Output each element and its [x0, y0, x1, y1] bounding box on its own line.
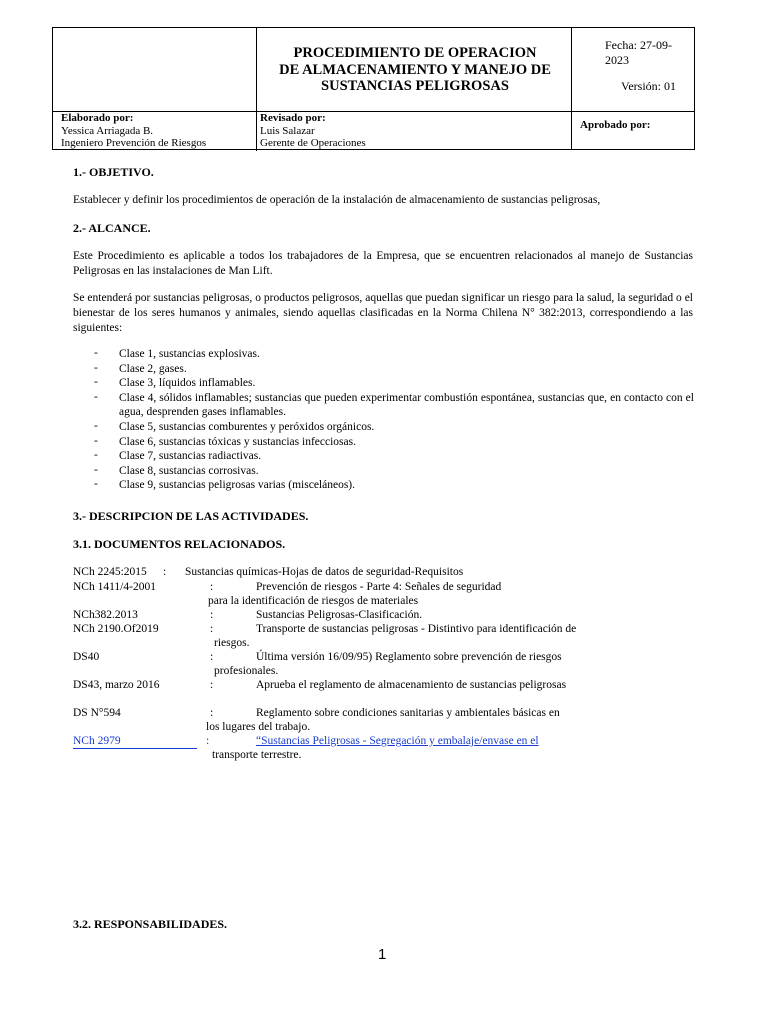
section-descripcion-title: 3.- DESCRIPCION DE LAS ACTIVIDADES.: [73, 509, 309, 523]
doc-colon: :: [206, 735, 210, 747]
doc-desc: Aprueba el reglamento de almacenamiento de sustancias peligrosas: [256, 679, 567, 691]
bullet-dash: -: [94, 434, 98, 447]
doc-desc-cont: los lugares del trabajo.: [206, 721, 311, 733]
section-documentos-title: 3.1. DOCUMENTOS RELACIONADOS.: [73, 537, 286, 551]
elaborado-label: Elaborado por:: [61, 112, 134, 124]
doc-desc: Sustancias químicas-Hojas de datos de seguridad-Requisitos: [185, 566, 464, 578]
doc-code: NCh 2190.Of2019: [73, 623, 159, 635]
bullet-dash: -: [94, 449, 98, 462]
doc-colon: :: [210, 581, 214, 593]
section-alcance-title: 2.- ALCANCE.: [73, 221, 151, 235]
bullet-dash: -: [94, 361, 98, 374]
bullet-dash: -: [94, 478, 98, 491]
bullet-dash: -: [94, 390, 98, 403]
revisado-label: Revisado por:: [260, 112, 326, 124]
doc-colon: :: [210, 651, 214, 663]
doc-desc: Última versión 16/09/95) Reglamento sobre prevención de riesgos: [256, 651, 562, 663]
alcance-paragraph-2: Se entenderá por sustancias peligrosas, o productos peligrosos, aquellas que puedan significar un riesgo para la salud, la seguridad o el bienestar de los seres humanos y animales, siendo aquellas clasificadas en la Norma Chilena N° 382:2013, correspondiendo a las siguientes:: [73, 292, 693, 334]
doc-code: DS43, marzo 2016: [73, 679, 160, 691]
document-header-table: [52, 27, 695, 150]
doc-colon: :: [210, 707, 214, 719]
nch-2979-link[interactable]: NCh 2979: [73, 734, 197, 749]
doc-desc-cont: transporte terrestre.: [212, 749, 302, 761]
bullet-dash: -: [94, 347, 98, 359]
list-item: - Clase 9, sustancias peligrosas varias (misceláneos).: [94, 478, 356, 492]
aprobado-label: Aprobado por:: [580, 119, 651, 131]
doc-colon: :: [210, 609, 214, 621]
list-item: - Clase 8, sustancias corrosivas.: [94, 463, 259, 477]
elaborado-name: Yessica Arriagada B.: [61, 124, 154, 137]
list-item: - Clase 1, sustancias explosivas.: [94, 347, 260, 360]
list-item: - Clase 2, gases.: [94, 361, 187, 375]
page-number: 1: [378, 946, 387, 963]
aprobado-cell: [580, 119, 650, 132]
doc-code: NCh 2245:2015: [73, 566, 147, 578]
doc-code: NCh382.2013: [73, 609, 138, 621]
document-date: Fecha: 27-09-2023: [605, 38, 672, 67]
doc-desc-cont: riesgos.: [214, 637, 250, 649]
nch-2979-title-link[interactable]: “Sustancias Peligrosas - Segregación y embalaje/envase en el: [256, 735, 539, 747]
document-version: Versión: 01: [621, 79, 676, 93]
revisado-cell: [260, 112, 366, 150]
section-responsabilidades-title: 3.2. RESPONSABILIDADES.: [73, 917, 228, 931]
doc-desc-cont: profesionales.: [214, 665, 279, 677]
objetivo-text: Establecer y definir los procedimientos de operación de la instalación de almacenamiento de sustancias peligrosas,: [73, 194, 601, 206]
doc-code: DS40: [73, 651, 100, 663]
bullet-dash: -: [94, 419, 98, 432]
doc-desc: Transporte de sustancias peligrosas - Distintivo para identificación de: [256, 623, 577, 635]
doc-colon: :: [163, 566, 167, 578]
elaborado-role: Ingeniero Prevención de Riesgos: [61, 137, 207, 149]
revisado-role: Gerente de Operaciones: [260, 137, 366, 149]
doc-desc: Sustancias Peligrosas-Clasificación.: [256, 609, 423, 621]
section-objetivo-title: 1.- OBJETIVO.: [73, 165, 154, 179]
list-item: - Clase 7, sustancias radiactivas.: [94, 449, 262, 463]
bullet-dash: -: [94, 463, 98, 476]
bullet-dash: -: [94, 376, 98, 389]
doc-colon: :: [210, 679, 214, 691]
clases-list: [94, 347, 694, 493]
doc-desc: Reglamento sobre condiciones sanitarias y ambientales básicas en: [256, 707, 560, 719]
doc-desc-cont: para la identificación de riesgos de materiales: [208, 595, 419, 607]
doc-code: NCh 1411/4-2001: [73, 581, 156, 593]
alcance-paragraph-1: Este Procedimiento es aplicable a todos los trabajadores de la Empresa, que se encuentren relacionados al manejo de Sustancias Peligrosas en las instalaciones de Man Lift.: [73, 250, 693, 277]
list-item: - Clase 5, sustancias comburentes y peróxidos orgánicos.: [94, 419, 375, 433]
list-item: - Clase 3, líquidos inflamables.: [94, 376, 256, 390]
doc-colon: :: [210, 623, 214, 635]
list-item: - Clase 4, sólidos inflamables; sustancias que pueden experimentar combustión espontánea, sustancias que, en contacto con el agua, desprenden gases inflamables.: [94, 390, 694, 419]
list-item: - Clase 6, sustancias tóxicas y sustancias infecciosas.: [94, 434, 356, 448]
elaborado-cell: [61, 112, 206, 150]
document-title: PROCEDIMIENTO DE OPERACION DE ALMACENAMIENTO Y MANEJO DE SUSTANCIAS PELIGROSAS: [279, 45, 551, 94]
doc-desc: Prevención de riesgos - Parte 4: Señales de seguridad: [256, 581, 502, 593]
revisado-name: Luis Salazar: [260, 124, 315, 137]
doc-code: DS N°594: [73, 707, 121, 719]
